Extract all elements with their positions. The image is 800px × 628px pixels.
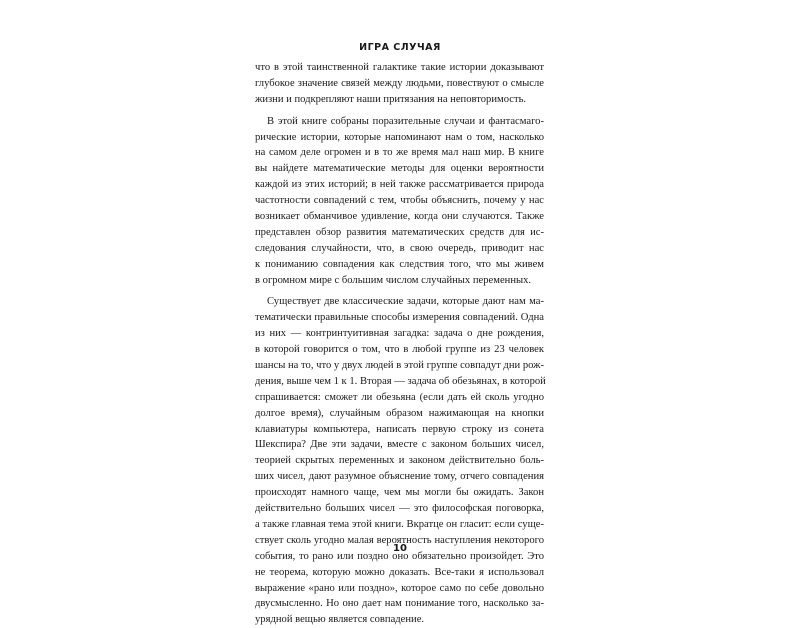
paragraph-1	[255, 60, 544, 108]
text-line: из них — контринтуитивная загадка: задача о дне рождения,	[255, 328, 544, 340]
text-line: урядной вещью является совпадение.	[255, 614, 425, 626]
text-line: тематически правильные способы измерения совпадений. Одна	[255, 312, 544, 324]
text-line: частотности совпадений с тем, чтобы объяснить, почему у нас	[255, 195, 544, 207]
text-line: теорией скрытых переменных и законом действительно боль-	[255, 455, 544, 467]
text-line: не теорема, которую можно доказать. Все-таки я использовал	[255, 566, 544, 578]
text-line: к пониманию совпадения как следствия того, что мы живем	[255, 258, 544, 270]
text-line: события, то рано или поздно оно обязательно произойдет. Это	[255, 550, 544, 562]
text-line: шансы на то, что у двух людей в этой группе совпадут дни рож-	[255, 360, 544, 372]
text-line: жизни и подкрепляют наши притязания на неповторимость.	[255, 93, 527, 105]
text-line: каждой из этих историй; в ней также рассматривается природа	[255, 179, 544, 191]
paragraph-2	[255, 114, 544, 289]
text-line: а также главная тема этой книги. Вкратце он гласит: если суще-	[255, 518, 544, 530]
text-line: рические истории, которые напоминают нам о том, насколько	[255, 131, 544, 143]
text-line: ших чисел, дают разумное объяснение тому, отчего совпадения	[255, 471, 544, 483]
text-line: выражение «рано или поздно», которое само по себе довольно	[255, 582, 544, 594]
text-line: что в этой таинственной галактике такие истории доказывают	[255, 62, 544, 73]
running-title: ИГРА СЛУЧАЯ	[359, 42, 441, 53]
text-line: в которой говорится о том, что в любой группе из 23 человек	[255, 344, 544, 356]
text-line: В этой книге собраны поразительные случаи и фантасмаго-	[267, 115, 544, 127]
text-line: возникает обманчивое удивление, когда они случаются. Также	[255, 211, 544, 223]
text-line: происходят намного чаще, чем мы могли бы ожидать. Закон	[255, 487, 544, 499]
text-line: спрашивается: сможет ли обезьяна (если дать ей сколь угодно	[255, 391, 544, 403]
text-line: Существует две классические задачи, которые дают нам ма-	[267, 296, 544, 308]
text-line: в огромном мире с большим числом случайных переменных.	[255, 274, 532, 286]
text-line: следования случайности, что, в свою очередь, приводит нас	[255, 242, 544, 254]
text-line: на самом деле огромен и в то же время мал наш мир. В книге	[255, 147, 544, 159]
paragraph-3	[255, 294, 544, 628]
text-line: дения, выше чем 1 к 1. Вторая — задача об обезьянах, в которой	[255, 375, 546, 387]
text-line: двусмысленно. Но оно дает нам понимание того, насколько за-	[255, 598, 544, 610]
text-line: Шекспира? Две эти задачи, вместе с законом больших чисел,	[255, 439, 544, 451]
text-line: долгое время), случайным образом нажимающая на кнопки	[255, 407, 544, 419]
text-line: представлен обзор развития математических средств для ис-	[255, 226, 544, 238]
text-line: действительно больших чисел — это философская поговорка,	[255, 503, 544, 515]
text-line: клавиатуры компьютера, написать первую строку из сонета	[255, 423, 544, 435]
text-line: глубокое значение связей между людьми, повествуют о смысле	[255, 77, 544, 89]
page-number: 10	[393, 543, 407, 554]
text-line: ствует сколь угодно малая вероятность наступления некоторого	[255, 534, 544, 546]
text-line: вы найдете математические методы для оценки вероятности	[255, 163, 544, 175]
